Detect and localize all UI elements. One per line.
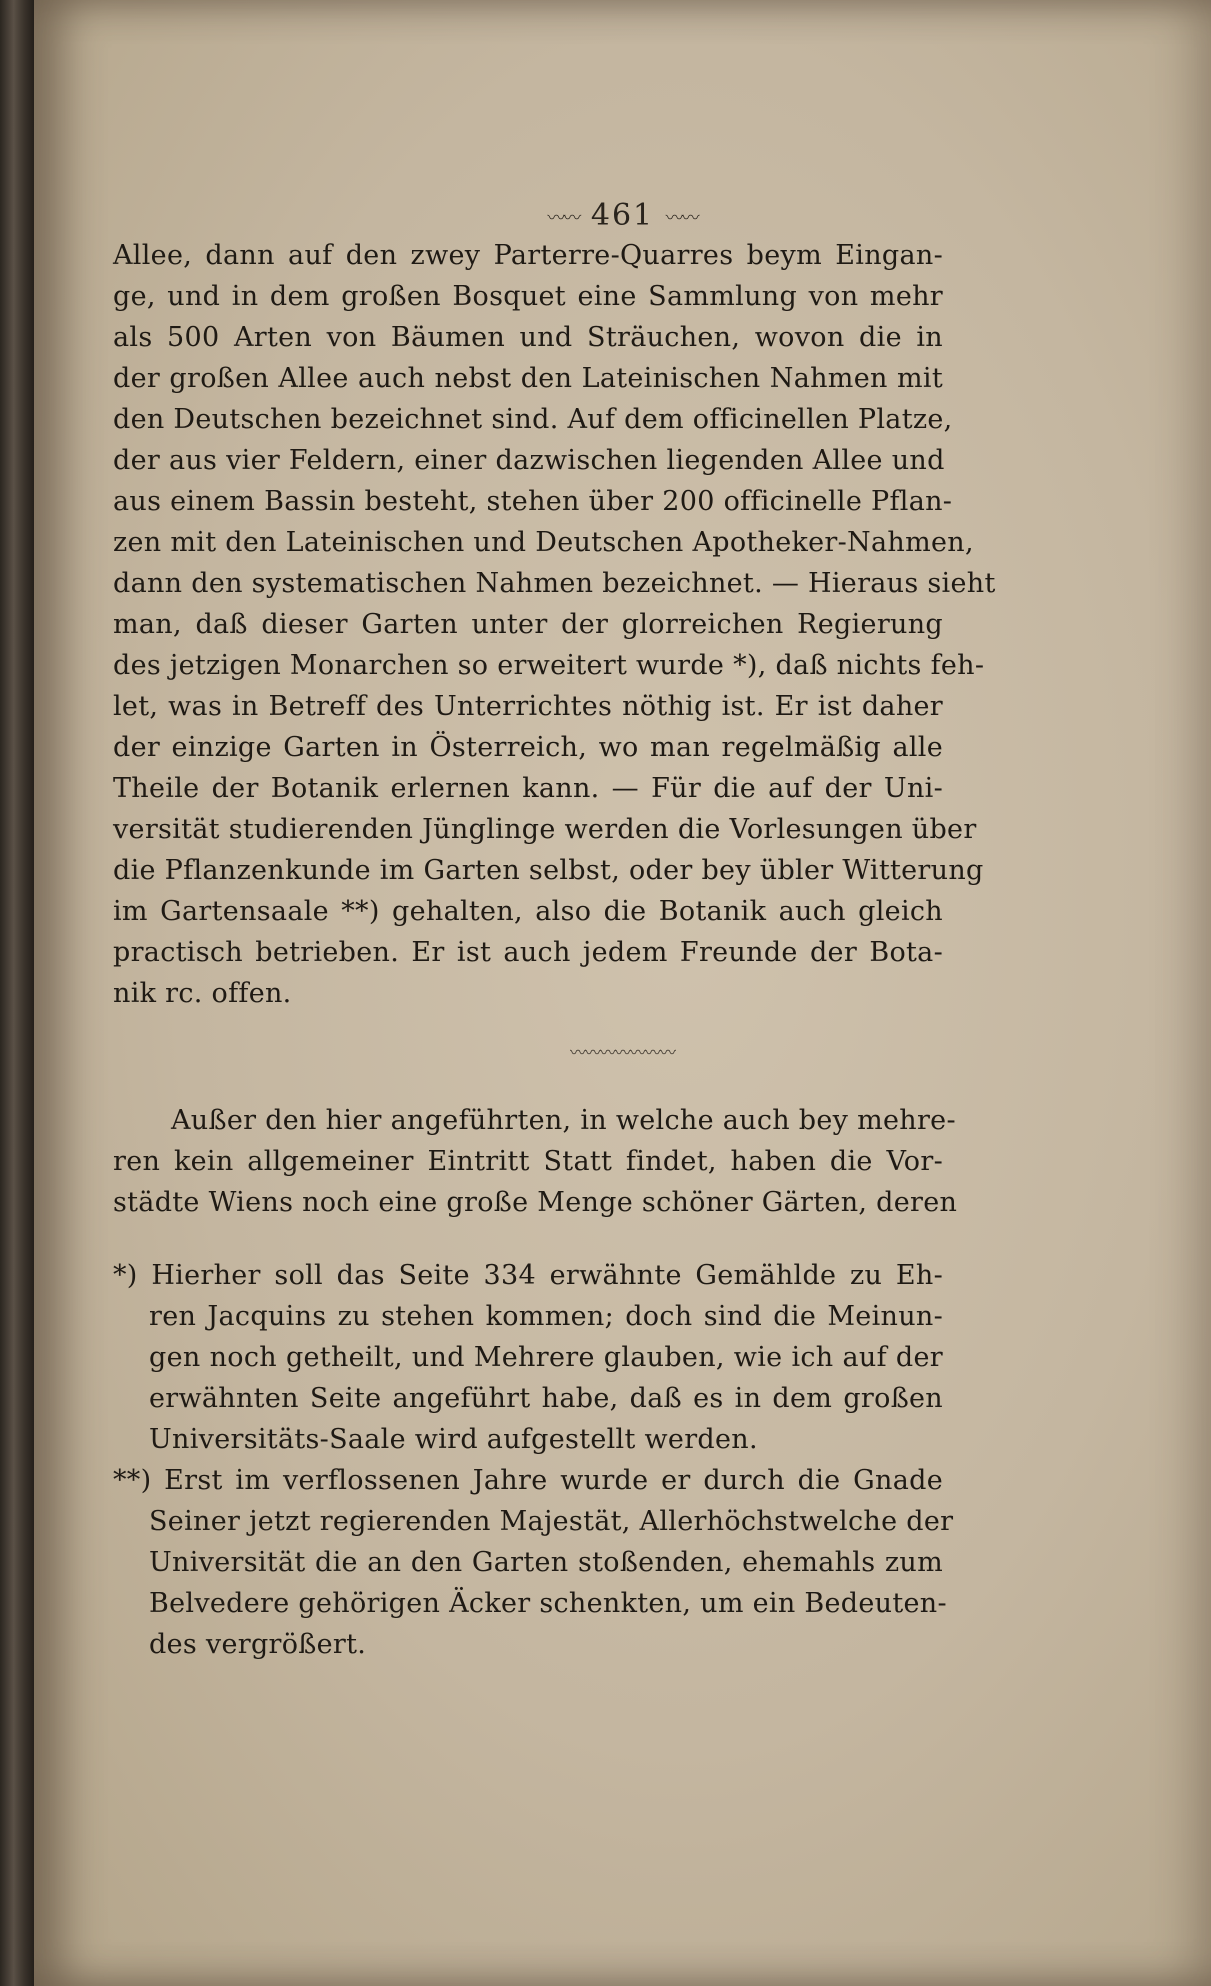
footnote-1 <box>113 1255 943 1460</box>
text-line: let, was in Betreff des Unterrichtes nöthig ist. Er ist daher <box>113 691 943 722</box>
text-line: städte Wiens noch eine große Menge schöner Gärten, deren <box>113 1187 958 1218</box>
book-spine <box>0 0 34 1986</box>
text-line: Theile der Botanik erlernen kann. — Für die auf der Uni- <box>113 773 943 804</box>
text-line: ren kein allgemeiner Eintritt Statt findet, haben die Vor- <box>113 1146 943 1177</box>
header-ornament-right: 〰〰 <box>665 208 698 229</box>
text-line: Erst im verflossenen Jahre wurde er durch die Gnade <box>164 1465 943 1496</box>
text-line: Universitäts-Saale wird aufgestellt werden. <box>149 1424 758 1455</box>
text-line: Universität die an den Garten stoßenden, ehemahls zum <box>149 1547 943 1578</box>
text-line: den Deutschen bezeichnet sind. Auf dem officinellen Platze, <box>113 404 953 435</box>
text-line: practisch betrieben. Er ist auch jedem Freunde der Bota- <box>113 937 943 968</box>
text-line: der einzige Garten in Österreich, wo man regelmäßig alle <box>113 732 943 763</box>
footnotes <box>113 1255 954 1665</box>
main-paragraph <box>113 235 996 1014</box>
footnote-marker: *) <box>113 1260 138 1291</box>
text-line: Außer den hier angeführten, in welche auch bey mehre- <box>171 1105 956 1136</box>
text-line: Belvedere gehörigen Äcker schenkten, um ein Bedeuten- <box>149 1588 947 1619</box>
text-line: im Gartensaale **) gehalten, also die Botanik auch gleich <box>113 896 943 927</box>
text-line: der großen Allee auch nebst den Lateinischen Nahmen mit <box>113 363 943 394</box>
text-line: der aus vier Feldern, einer dazwischen liegenden Allee und <box>113 445 945 476</box>
text-line: zen mit den Lateinischen und Deutschen Apotheker-Nahmen, <box>113 527 974 558</box>
text-line: dann den systematischen Nahmen bezeichnet. — Hieraus sieht <box>113 568 996 599</box>
text-line: ren Jacquins zu stehen kommen; doch sind die Meinun- <box>149 1301 943 1332</box>
text-line: des vergrößert. <box>149 1629 367 1660</box>
text-line: gen noch getheilt, und Mehrere glauben, wie ich auf der <box>149 1342 943 1373</box>
book-page <box>34 0 1211 1986</box>
text-line: versität studierenden Jünglinge werden die Vorlesungen über <box>113 814 977 845</box>
section-divider-ornament: 〰〰〰〰〰〰〰 <box>569 1043 675 1062</box>
footnote-first-line <box>113 1460 943 1501</box>
text-line: ge, und in dem großen Bosquet eine Sammlung von mehr <box>113 281 943 312</box>
footnote-first-line <box>113 1255 943 1296</box>
text-line: Hierher soll das Seite 334 erwähnte Gemählde zu Eh- <box>151 1260 943 1291</box>
text-line: Seiner jetzt regierenden Majestät, Allerhöchstwelche der <box>149 1506 954 1537</box>
text-line: man, daß dieser Garten unter der glorreichen Regierung <box>113 609 943 640</box>
footnote-2 <box>113 1460 954 1665</box>
page-number: 461 <box>590 198 655 233</box>
footnote-marker: **) <box>113 1465 152 1496</box>
text-line: Allee, dann auf den zwey Parterre-Quarres beym Eingan- <box>113 240 943 271</box>
text-line: nik rc. offen. <box>113 978 292 1009</box>
header-ornament-left: 〰〰 <box>547 208 580 229</box>
text-line: aus einem Bassin besteht, stehen über 200 officinelle Pflan- <box>113 486 953 517</box>
text-line: die Pflanzenkunde im Garten selbst, oder bey übler Witterung <box>113 855 984 886</box>
text-line: erwähnten Seite angeführt habe, daß es in dem großen <box>149 1383 943 1414</box>
second-paragraph <box>113 1100 958 1223</box>
page-header <box>34 198 1211 233</box>
text-line: des jetzigen Monarchen so erweitert wurde *), daß nichts feh- <box>113 650 985 681</box>
text-line: als 500 Arten von Bäumen und Sträuchen, wovon die in <box>113 322 943 353</box>
